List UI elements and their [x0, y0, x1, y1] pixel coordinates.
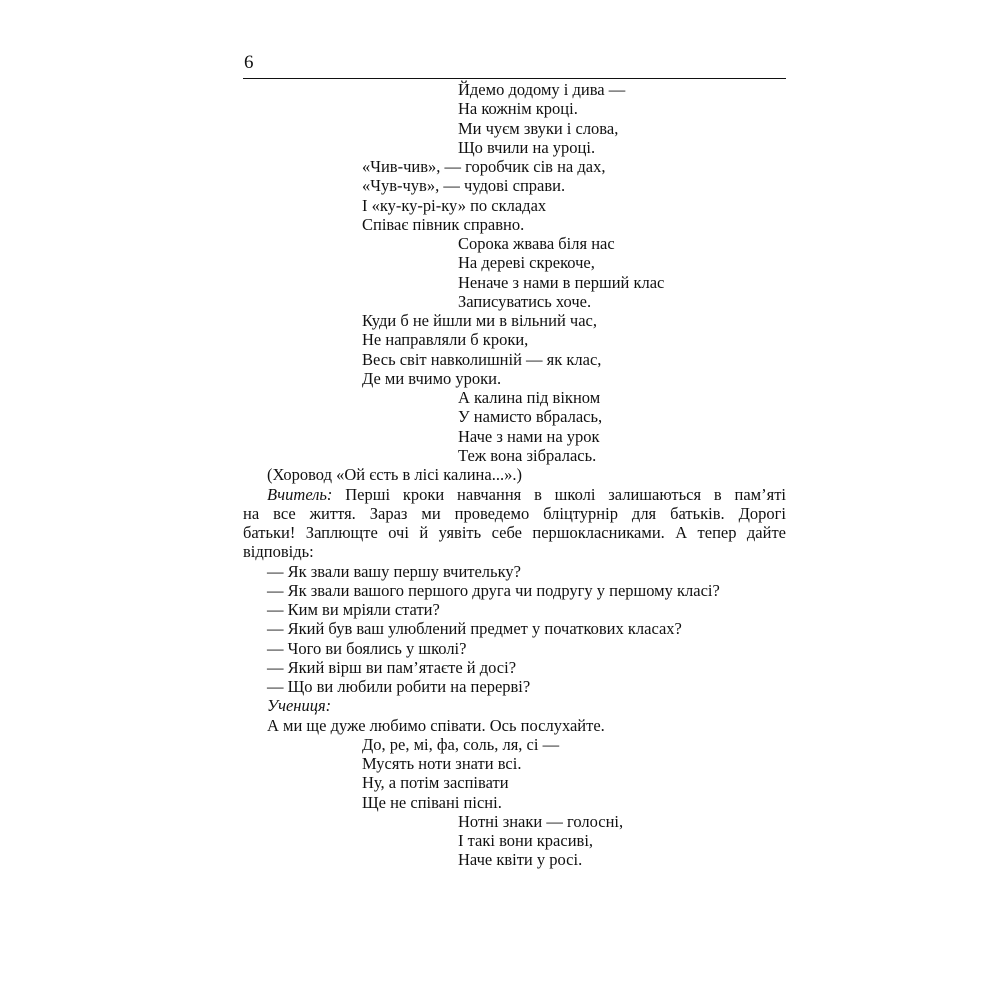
poem-line: На дереві скрекоче, [458, 253, 595, 272]
poem-line: Куди б не йшли ми в вільний час, [362, 311, 597, 330]
poem-line: Мусять ноти знати всі. [362, 754, 522, 773]
poem-line: У намисто вбралась, [458, 407, 603, 426]
question-item: — Як звали вашу першу вчительку? [267, 562, 521, 581]
poem-line: Весь світ навколишній — як клас, [362, 350, 602, 369]
question-item: — Як звали вашого першого друга чи подругу у першому класі? [267, 581, 720, 600]
poem-line: Нотні знаки — голосні, [458, 812, 624, 831]
question-item: — Який був ваш улюблений предмет у початкових класах? [267, 619, 682, 638]
speaker-teacher: Вчитель: [267, 485, 333, 504]
poem-line: Ще не співані пісні. [362, 793, 502, 812]
poem-line: Неначе з нами в перший клас [458, 273, 665, 292]
poem-line: До, ре, мі, фа, соль, ля, сі — [362, 735, 560, 754]
page-number: 6 [244, 52, 254, 73]
question-item: — Ким ви мріяли стати? [267, 600, 440, 619]
poem-line: Співає півник справно. [362, 215, 525, 234]
question-item: — Який вірш ви пам’ятаєте й досі? [267, 658, 517, 677]
poem-line: І «ку-ку-рі-ку» по складах [362, 196, 547, 215]
question-item: — Чого ви боялись у школі? [267, 639, 467, 658]
speaker-student: Учениця: [267, 696, 332, 715]
poem-line: Сорока жвава біля нас [458, 234, 615, 253]
poem-line: Теж вона зібралась. [458, 446, 597, 465]
poem-line: Наче квіти у росі. [458, 850, 583, 869]
question-item: — Що ви любили робити на перерві? [267, 677, 531, 696]
poem-line: Записуватись хоче. [458, 292, 592, 311]
teacher-paragraph-line: батьки! Заплющте очі й уявіть себе першокласниками. А тепер дайте [243, 523, 786, 542]
poem-line: А калина під вікном [458, 388, 601, 407]
student-intro: А ми ще дуже любимо співати. Ось послухайте. [267, 716, 605, 735]
poem-line: Ми чуєм звуки і слова, [458, 119, 619, 138]
header-rule [243, 78, 786, 79]
teacher-paragraph-line: відповідь: [243, 542, 314, 561]
teacher-paragraph-line: на все життя. Зараз ми проведемо бліцтурнір для батьків. Дорогі [243, 504, 786, 523]
teacher-text: Перші кроки навчання в школі залишаються в пам’яті [345, 485, 786, 504]
poem-line: «Чив-чив», — горобчик сів на дах, [362, 157, 606, 176]
teacher-paragraph-line [267, 485, 786, 504]
poem-line: Де ми вчимо уроки. [362, 369, 502, 388]
poem-line: Йдемо додому і дива — [458, 80, 626, 99]
poem-line: І такі вони красиві, [458, 831, 594, 850]
poem-line: На кожнім кроці. [458, 99, 578, 118]
poem-line: Не направляли б кроки, [362, 330, 529, 349]
poem-line: Ну, а потім заспівати [362, 773, 509, 792]
poem-line: «Чув-чув», — чудові справи. [362, 176, 566, 195]
poem-line: Що вчили на уроці. [458, 138, 596, 157]
poem-line: Наче з нами на урок [458, 427, 600, 446]
stage-direction: (Хоровод «Ой єсть в лісі калина...».) [267, 465, 522, 484]
